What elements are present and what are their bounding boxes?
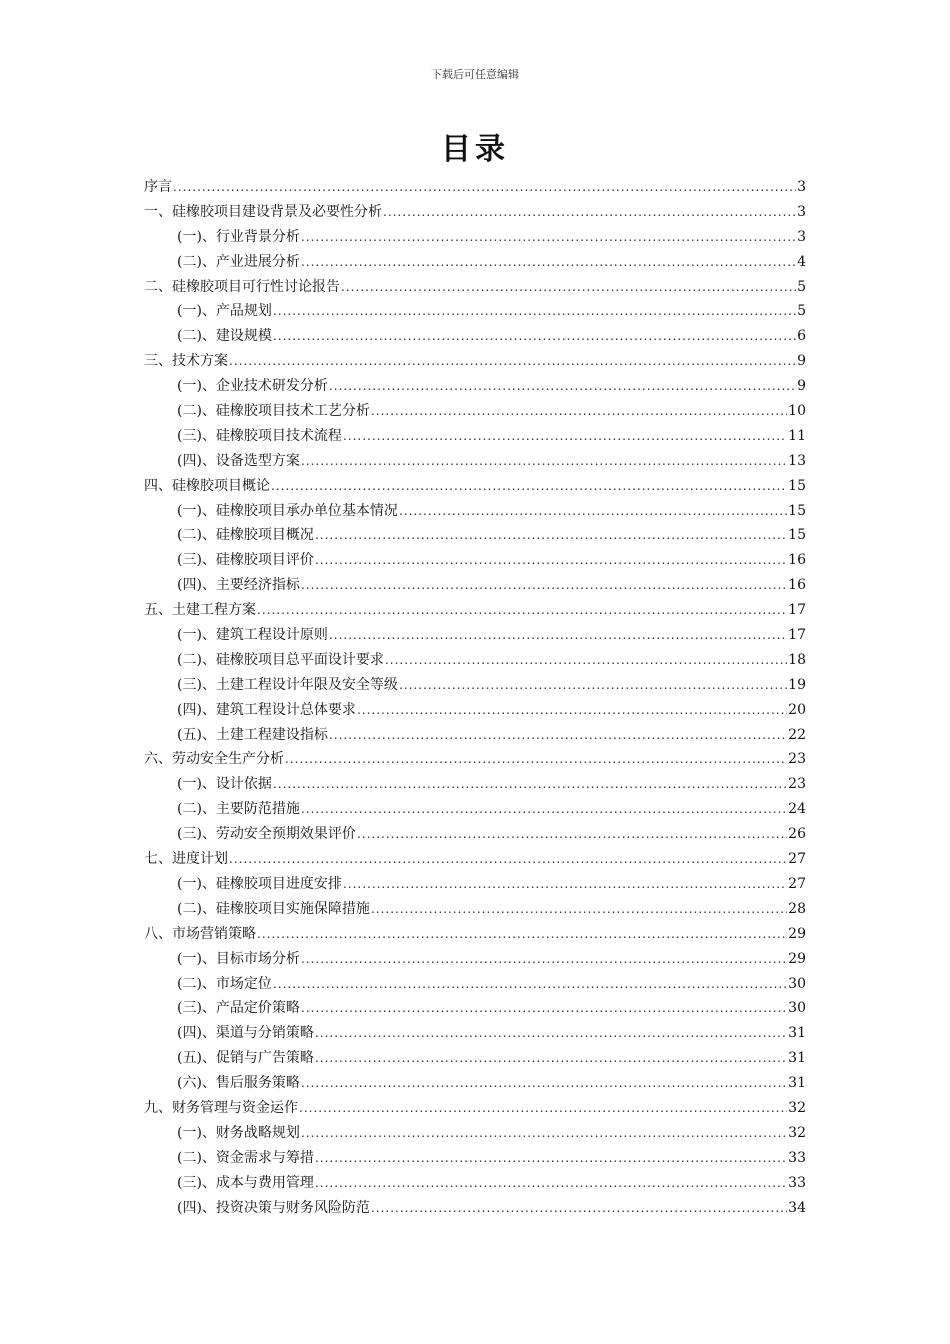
toc-dot-leader: [383, 200, 796, 225]
toc-entry-page: 31: [788, 1025, 806, 1042]
toc-dot-leader: [315, 523, 787, 548]
toc-entry-label: (四)、投资决策与财务风险防范: [177, 1199, 370, 1216]
toc-entry-label: 四、硅橡胶项目概论: [144, 477, 270, 494]
toc-dot-leader: [371, 897, 787, 922]
toc-dot-leader: [301, 250, 796, 275]
toc-entry-page: 32: [788, 1099, 806, 1116]
toc-entry[interactable]: [144, 598, 806, 623]
toc-entry-label: (一)、建筑工程设计原则: [177, 627, 328, 644]
toc-entry-label: (二)、硅橡胶项目概况: [177, 527, 314, 544]
toc-entry[interactable]: [144, 1171, 806, 1196]
toc-entry-label: (一)、企业技术研发分析: [177, 378, 328, 395]
toc-entry[interactable]: [144, 872, 806, 897]
toc-entry-label: 六、劳动安全生产分析: [144, 751, 284, 768]
toc-entry[interactable]: [144, 822, 806, 847]
toc-dot-leader: [173, 175, 796, 200]
toc-entry-label: 序言: [144, 179, 172, 195]
toc-entry-label: (二)、主要防范措施: [177, 801, 300, 818]
toc-dot-leader: [343, 872, 787, 897]
toc-dot-leader: [301, 1121, 787, 1146]
toc-entry-label: (三)、土建工程设计年限及安全等级: [177, 676, 398, 693]
toc-entry[interactable]: [144, 499, 806, 524]
toc-entry-page: 27: [788, 875, 806, 892]
toc-dot-leader: [299, 1096, 787, 1121]
toc-dot-leader: [399, 499, 787, 524]
toc-dot-leader: [315, 1021, 787, 1046]
toc-entry[interactable]: [144, 474, 806, 499]
toc-entry-page: 5: [797, 278, 806, 295]
toc-entry[interactable]: [144, 275, 806, 300]
toc-entry-label: (一)、产品规划: [177, 303, 272, 320]
header-note: 下载后可任意编辑: [431, 68, 519, 81]
toc-entry[interactable]: [144, 424, 806, 449]
toc-entry-label: (三)、劳动安全预期效果评价: [177, 826, 356, 843]
toc-entry-page: 22: [788, 726, 806, 743]
toc-entry-page: 29: [788, 950, 806, 967]
toc-entry-page: 16: [788, 577, 806, 594]
toc-entry[interactable]: [144, 972, 806, 997]
toc-entry[interactable]: [144, 747, 806, 772]
toc-entry[interactable]: [144, 349, 806, 374]
toc-entry-label: (一)、财务战略规划: [177, 1124, 300, 1141]
toc-entry[interactable]: [144, 648, 806, 673]
table-of-contents: [144, 175, 806, 1220]
toc-dot-leader: [301, 225, 796, 250]
toc-entry[interactable]: [144, 250, 806, 275]
toc-entry-page: 26: [788, 826, 806, 843]
toc-entry-label: (四)、建筑工程设计总体要求: [177, 701, 356, 718]
toc-entry-page: 23: [788, 776, 806, 793]
toc-entry-label: (三)、硅橡胶项目技术流程: [177, 427, 342, 444]
toc-dot-leader: [343, 424, 787, 449]
toc-dot-leader: [341, 275, 796, 300]
toc-dot-leader: [329, 723, 787, 748]
toc-entry[interactable]: [144, 374, 806, 399]
toc-dot-leader: [229, 847, 787, 872]
toc-entry-page: 23: [788, 751, 806, 768]
toc-entry-label: 八、市场营销策略: [144, 925, 256, 942]
toc-entry-label: 二、硅橡胶项目可行性讨论报告: [144, 278, 340, 295]
toc-entry[interactable]: [144, 324, 806, 349]
toc-entry-label: 五、土建工程方案: [144, 602, 256, 619]
toc-entry[interactable]: [144, 399, 806, 424]
toc-entry-label: (五)、土建工程建设指标: [177, 726, 328, 743]
toc-entry-label: (五)、促销与广告策略: [177, 1050, 314, 1067]
toc-entry[interactable]: [144, 1146, 806, 1171]
toc-entry-label: (三)、成本与费用管理: [177, 1174, 314, 1191]
toc-entry-label: (一)、行业背景分析: [177, 228, 300, 245]
toc-entry-page: 20: [788, 701, 806, 718]
toc-entry[interactable]: [144, 573, 806, 598]
toc-entry[interactable]: [144, 698, 806, 723]
toc-entry-page: 17: [788, 627, 806, 644]
toc-dot-leader: [399, 673, 787, 698]
toc-entry-label: (二)、资金需求与筹措: [177, 1149, 314, 1166]
toc-dot-leader: [371, 1196, 787, 1221]
toc-entry-label: (二)、硅橡胶项目总平面设计要求: [177, 651, 384, 668]
toc-entry-page: 27: [788, 851, 806, 868]
toc-dot-leader: [301, 996, 787, 1021]
toc-entry-page: 11: [788, 427, 806, 444]
toc-dot-leader: [271, 474, 787, 499]
toc-entry-label: (二)、建设规模: [177, 328, 272, 345]
toc-dot-leader: [257, 922, 787, 947]
toc-dot-leader: [301, 573, 787, 598]
toc-entry-page: 17: [788, 602, 806, 619]
toc-entry-page: 30: [788, 975, 806, 992]
toc-entry-page: 34: [788, 1199, 806, 1216]
toc-entry-label: (一)、硅橡胶项目承办单位基本情况: [177, 502, 398, 519]
toc-entry-label: (二)、市场定位: [177, 975, 272, 992]
toc-entry-page: 6: [797, 328, 806, 345]
toc-entry-page: 18: [788, 651, 806, 668]
toc-entry-label: 七、进度计划: [144, 851, 228, 868]
toc-entry[interactable]: [144, 797, 806, 822]
toc-entry-page: 28: [788, 900, 806, 917]
toc-entry[interactable]: [144, 449, 806, 474]
toc-entry-page: 4: [797, 253, 806, 270]
toc-entry[interactable]: [144, 1121, 806, 1146]
toc-dot-leader: [273, 772, 787, 797]
toc-entry[interactable]: [144, 1021, 806, 1046]
toc-entry[interactable]: [144, 847, 806, 872]
toc-entry-page: 9: [797, 378, 806, 395]
toc-dot-leader: [371, 399, 787, 424]
toc-entry-page: 31: [788, 1050, 806, 1067]
toc-entry-page: 10: [788, 403, 806, 420]
toc-entry-page: 15: [788, 527, 806, 544]
toc-entry[interactable]: [144, 225, 806, 250]
toc-dot-leader: [357, 822, 787, 847]
toc-entry[interactable]: [144, 772, 806, 797]
toc-entry[interactable]: [144, 897, 806, 922]
toc-entry-label: (二)、硅橡胶项目技术工艺分析: [177, 403, 370, 420]
toc-entry-label: (六)、售后服务策略: [177, 1075, 300, 1092]
toc-entry[interactable]: [144, 175, 806, 200]
toc-entry-label: (一)、设计依据: [177, 776, 272, 793]
toc-entry-page: 15: [788, 502, 806, 519]
toc-dot-leader: [229, 349, 796, 374]
toc-entry-page: 3: [797, 179, 806, 195]
toc-entry[interactable]: [144, 673, 806, 698]
toc-entry-page: 9: [797, 353, 806, 370]
toc-dot-leader: [315, 1171, 787, 1196]
toc-entry[interactable]: [144, 1046, 806, 1071]
toc-entry[interactable]: [144, 996, 806, 1021]
toc-dot-leader: [329, 374, 796, 399]
toc-entry-page: 24: [788, 801, 806, 818]
toc-dot-leader: [315, 1046, 787, 1071]
toc-entry-label: (二)、硅橡胶项目实施保障措施: [177, 900, 370, 917]
toc-entry[interactable]: [144, 523, 806, 548]
toc-entry[interactable]: [144, 1096, 806, 1121]
toc-entry-label: (四)、设备选型方案: [177, 452, 300, 469]
toc-entry-page: 3: [797, 228, 806, 245]
toc-entry[interactable]: [144, 548, 806, 573]
toc-entry-label: (一)、硅橡胶项目进度安排: [177, 875, 342, 892]
toc-dot-leader: [301, 449, 787, 474]
toc-entry-label: (一)、目标市场分析: [177, 950, 300, 967]
toc-dot-leader: [285, 747, 787, 772]
toc-entry-page: 19: [788, 676, 806, 693]
toc-entry-page: 13: [788, 452, 806, 469]
toc-dot-leader: [301, 1071, 787, 1096]
toc-entry-page: 16: [788, 552, 806, 569]
toc-entry-label: (三)、产品定价策略: [177, 1000, 300, 1017]
toc-entry-label: (四)、渠道与分销策略: [177, 1025, 314, 1042]
toc-dot-leader: [273, 972, 787, 997]
toc-entry[interactable]: [144, 1071, 806, 1096]
toc-entry-label: (二)、产业进展分析: [177, 253, 300, 270]
toc-entry-page: 32: [788, 1124, 806, 1141]
toc-dot-leader: [257, 598, 787, 623]
toc-entry-label: 三、技术方案: [144, 353, 228, 370]
toc-entry[interactable]: [144, 299, 806, 324]
toc-entry-page: 30: [788, 1000, 806, 1017]
toc-entry-page: 5: [797, 303, 806, 320]
toc-entry-label: 一、硅橡胶项目建设背景及必要性分析: [144, 203, 382, 220]
toc-entry[interactable]: [144, 947, 806, 972]
toc-entry-page: 3: [797, 203, 806, 220]
toc-dot-leader: [329, 623, 787, 648]
toc-dot-leader: [357, 698, 787, 723]
toc-entry[interactable]: [144, 200, 806, 225]
toc-entry-label: (四)、主要经济指标: [177, 577, 300, 594]
toc-entry[interactable]: [144, 623, 806, 648]
toc-dot-leader: [273, 299, 796, 324]
toc-entry-page: 29: [788, 925, 806, 942]
toc-dot-leader: [385, 648, 787, 673]
toc-entry-label: 九、财务管理与资金运作: [144, 1099, 298, 1116]
toc-entry[interactable]: [144, 922, 806, 947]
toc-entry-label: (三)、硅橡胶项目评价: [177, 552, 314, 569]
toc-dot-leader: [301, 797, 787, 822]
toc-title: 目录: [441, 132, 509, 167]
toc-entry-page: 33: [788, 1174, 806, 1191]
toc-dot-leader: [315, 548, 787, 573]
toc-dot-leader: [315, 1146, 787, 1171]
toc-entry[interactable]: [144, 1196, 806, 1221]
toc-dot-leader: [301, 947, 787, 972]
toc-entry-page: 31: [788, 1075, 806, 1092]
toc-entry-page: 33: [788, 1149, 806, 1166]
toc-entry[interactable]: [144, 723, 806, 748]
toc-dot-leader: [273, 324, 796, 349]
toc-entry-page: 15: [788, 477, 806, 494]
